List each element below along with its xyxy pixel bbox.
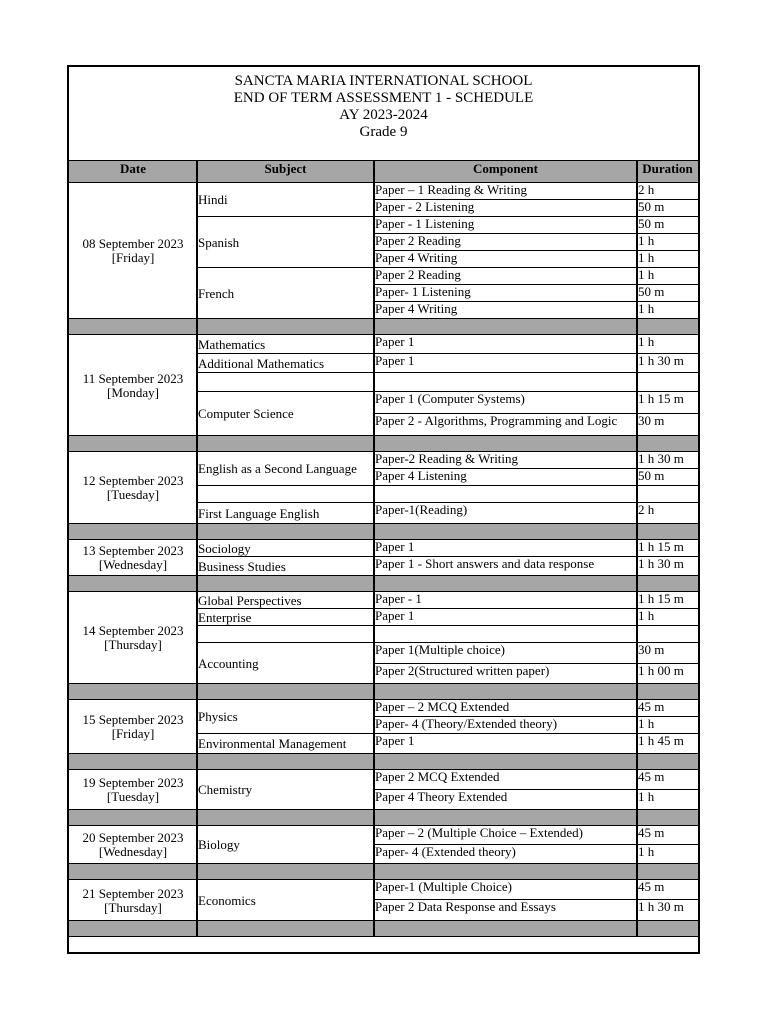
separator-row	[69, 436, 197, 452]
exam-weekday: [Thursday]	[104, 899, 162, 915]
component-cell: Paper 1 - Short answers and data response	[375, 556, 595, 571]
component-cell: Paper - 1	[375, 591, 422, 606]
component-cell: Paper 1 (Computer Systems)	[375, 391, 525, 406]
duration-cell: 1 h	[638, 789, 655, 804]
duration-cell: 1 h 30 m	[638, 556, 684, 571]
date-cell	[69, 540, 197, 576]
duration-cell: 1 h 15 m	[638, 591, 684, 606]
component-cell: Paper 2 - Algorithms, Programming and Logic	[375, 413, 618, 428]
duration-cell: 50 m	[638, 284, 665, 299]
component-cell: Paper-2 Reading & Writing	[375, 451, 519, 466]
exam-date: 08 September 2023	[82, 236, 184, 251]
separator-row	[637, 576, 698, 592]
duration-cell: 1 h 30 m	[638, 899, 684, 914]
separator-row	[197, 524, 374, 540]
separator-row	[374, 319, 637, 335]
column-header: Date	[69, 161, 197, 183]
separator-row	[637, 754, 698, 770]
separator-row	[197, 436, 374, 452]
separator-row	[374, 810, 637, 826]
date-cell	[69, 770, 197, 810]
duration-cell: 1 h	[638, 233, 655, 248]
exam-date: 11 September 2023	[82, 370, 184, 386]
subject-cell	[197, 486, 374, 503]
separator-row	[374, 524, 637, 540]
date-cell	[69, 183, 197, 319]
separator-row	[637, 684, 698, 700]
date-cell	[69, 592, 197, 684]
date-cell	[69, 880, 197, 921]
separator-row	[374, 576, 637, 592]
academic-year: AY 2023-2024	[339, 107, 428, 123]
separator-row	[637, 864, 698, 880]
subject-cell: Biology	[198, 837, 240, 852]
date-cell	[69, 826, 197, 864]
component-cell: Paper – 2 (Multiple Choice – Extended)	[375, 825, 583, 840]
separator-row	[374, 684, 637, 700]
component-cell: Paper 1	[375, 539, 415, 554]
component-cell: Paper 2 Reading	[375, 233, 461, 248]
grade-label: Grade 9	[359, 124, 408, 140]
subject-cell: Spanish	[198, 234, 240, 250]
assessment-title: END OF TERM ASSESSMENT 1 - SCHEDULE	[233, 90, 534, 106]
separator-row	[197, 864, 374, 880]
separator-row	[69, 524, 197, 540]
exam-weekday: [Wednesday]	[98, 844, 168, 859]
subject-cell: First Language English	[198, 505, 320, 521]
component-cell: Paper- 4 (Theory/Extended theory)	[375, 716, 558, 731]
duration-cell: 1 h 45 m	[638, 733, 684, 748]
separator-row	[374, 921, 637, 937]
exam-date: 13 September 2023	[82, 543, 184, 558]
duration-cell: 2 h	[638, 182, 655, 197]
subject-cell: Hindi	[198, 192, 228, 207]
table-rule	[196, 161, 198, 937]
separator-row	[197, 684, 374, 700]
subject-cell: Sociology	[198, 540, 251, 556]
duration-cell: 45 m	[638, 769, 665, 784]
separator-row	[374, 436, 637, 452]
duration-cell: 30 m	[638, 642, 665, 657]
separator-row	[197, 754, 374, 770]
component-cell: Paper 1	[375, 733, 415, 748]
separator-row	[69, 684, 197, 700]
separator-row	[197, 319, 374, 335]
subject-cell: Chemistry	[198, 782, 253, 797]
column-header: Component	[374, 161, 637, 183]
component-cell: Paper 1	[375, 353, 415, 368]
duration-cell: 1 h 15 m	[638, 391, 684, 406]
subject-cell: Physics	[198, 709, 238, 724]
table-rule	[69, 936, 698, 937]
duration-cell: 30 m	[638, 413, 665, 428]
exam-date: 20 September 2023	[82, 830, 184, 845]
subject-cell: Additional Mathematics	[198, 355, 325, 371]
component-cell: Paper 2 Reading	[375, 267, 461, 282]
subject-cell: French	[198, 285, 235, 301]
component-cell: Paper-1(Reading)	[375, 502, 468, 517]
subject-cell: Mathematics	[198, 336, 266, 352]
separator-row	[637, 319, 698, 335]
exam-date: 12 September 2023	[82, 473, 184, 488]
duration-cell: 1 h	[638, 334, 655, 349]
component-cell: Paper – 1 Reading & Writing	[375, 182, 527, 197]
component-cell: Paper 4 Listening	[375, 468, 467, 483]
subject-cell	[197, 626, 374, 643]
subject-cell: Accounting	[198, 655, 259, 671]
duration-cell: 1 h 30 m	[638, 451, 684, 466]
exam-date: 15 September 2023	[82, 712, 184, 727]
separator-row	[69, 921, 197, 937]
date-cell	[69, 452, 197, 524]
component-cell: Paper 2 Data Response and Essays	[375, 899, 556, 914]
exam-date: 14 September 2023	[82, 623, 184, 638]
duration-cell: 45 m	[638, 699, 665, 714]
component-cell: Paper- 4 (Extended theory)	[375, 844, 516, 859]
duration-cell: 1 h	[638, 844, 655, 859]
separator-row	[69, 864, 197, 880]
duration-cell: 1 h 30 m	[638, 353, 684, 368]
separator-row	[69, 319, 197, 335]
school-name: SANCTA MARIA INTERNATIONAL SCHOOL	[234, 73, 533, 89]
duration-cell: 1 h	[638, 716, 655, 731]
duration-cell: 1 h	[638, 608, 655, 623]
exam-weekday: [Friday]	[111, 726, 155, 741]
component-cell	[374, 373, 637, 392]
component-cell: Paper 4 Writing	[375, 250, 458, 265]
date-cell	[69, 700, 197, 754]
component-cell: Paper - 1 Listening	[375, 216, 475, 231]
duration-cell: 1 h	[638, 250, 655, 265]
exam-date: 19 September 2023	[82, 775, 184, 790]
duration-cell: 1 h	[638, 301, 655, 316]
component-cell: Paper 2(Structured written paper)	[375, 663, 550, 678]
duration-cell: 1 h 15 m	[638, 539, 684, 554]
separator-row	[197, 810, 374, 826]
separator-row	[637, 436, 698, 452]
component-cell	[374, 626, 637, 643]
duration-cell	[637, 626, 698, 643]
schedule-sheet	[67, 65, 700, 954]
exam-weekday: [Thursday]	[104, 637, 162, 652]
exam-weekday: [Wednesday]	[98, 557, 168, 572]
exam-weekday: [Tuesday]	[106, 789, 160, 804]
table-rule	[636, 161, 638, 937]
duration-cell: 50 m	[638, 468, 665, 483]
separator-row	[69, 754, 197, 770]
subject-cell: Business Studies	[198, 558, 286, 574]
duration-cell	[637, 373, 698, 392]
duration-cell: 1 h	[638, 267, 655, 282]
component-cell: Paper - 2 Listening	[375, 199, 475, 214]
duration-cell: 1 h 00 m	[638, 663, 684, 678]
column-header: Duration	[637, 161, 698, 183]
separator-row	[637, 921, 698, 937]
component-cell: Paper 4 Theory Extended	[375, 789, 508, 804]
component-cell	[374, 486, 637, 503]
duration-cell: 50 m	[638, 199, 665, 214]
duration-cell	[637, 486, 698, 503]
exam-weekday: [Friday]	[111, 250, 155, 265]
duration-cell: 45 m	[638, 825, 665, 840]
component-cell: Paper 1	[375, 608, 415, 623]
subject-cell: Global Perspectives	[198, 592, 302, 608]
component-cell: Paper 4 Writing	[375, 301, 458, 316]
subject-cell: Environmental Management	[198, 736, 347, 751]
duration-cell: 50 m	[638, 216, 665, 231]
separator-row	[69, 810, 197, 826]
table-rule	[373, 161, 375, 937]
subject-cell: English as a Second Language	[198, 461, 357, 476]
subject-cell	[197, 373, 374, 392]
separator-row	[637, 810, 698, 826]
exam-date: 21 September 2023	[82, 885, 184, 901]
component-cell: Paper-1 (Multiple Choice)	[375, 879, 512, 894]
component-cell: Paper 1(Multiple choice)	[375, 642, 505, 657]
separator-row	[374, 864, 637, 880]
duration-cell: 2 h	[638, 502, 655, 517]
date-cell	[69, 335, 197, 436]
subject-cell: Economics	[198, 892, 256, 908]
separator-row	[637, 524, 698, 540]
column-header: Subject	[197, 161, 374, 183]
separator-row	[197, 921, 374, 937]
duration-cell: 45 m	[638, 879, 665, 894]
component-cell: Paper 1	[375, 334, 415, 349]
separator-row	[197, 576, 374, 592]
component-cell: Paper- 1 Listening	[375, 284, 471, 299]
component-cell: Paper – 2 MCQ Extended	[375, 699, 510, 714]
exam-weekday: [Tuesday]	[106, 487, 160, 502]
component-cell: Paper 2 MCQ Extended	[375, 769, 500, 784]
subject-cell: Computer Science	[198, 406, 294, 421]
exam-weekday: [Monday]	[107, 384, 159, 400]
schedule-table	[69, 67, 698, 952]
separator-row	[69, 576, 197, 592]
separator-row	[374, 754, 637, 770]
subject-cell: Enterprise	[198, 609, 252, 625]
